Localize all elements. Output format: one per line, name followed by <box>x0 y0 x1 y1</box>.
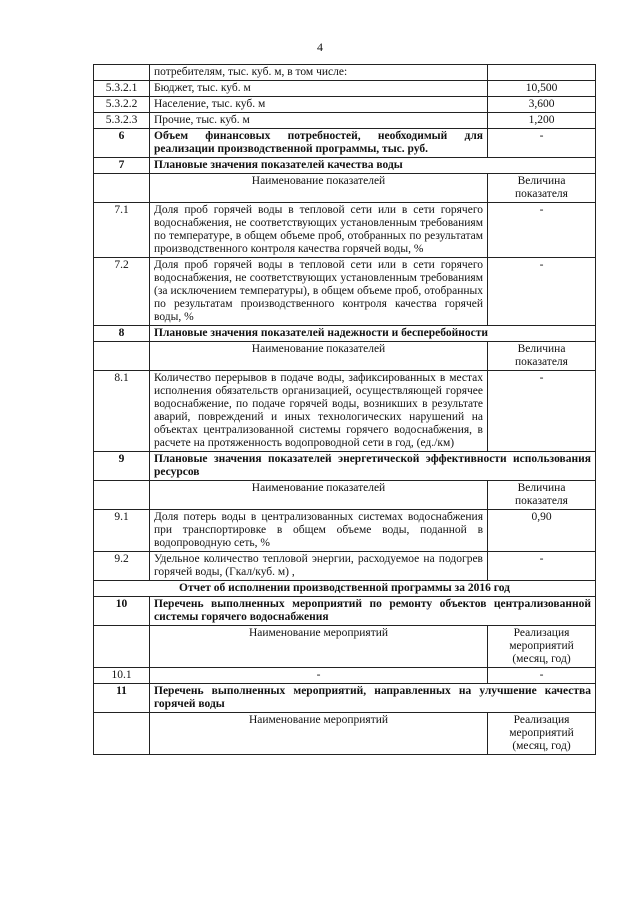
empty-cell <box>94 481 150 510</box>
table-row <box>94 713 596 755</box>
indicator-value: 3,600 <box>488 97 596 113</box>
table-row <box>94 65 596 81</box>
indicator-value: - <box>488 258 596 326</box>
indicator-name: Доля проб горячей воды в тепловой сети или в сети горячего водоснабжения, не соответствующих установленным требованиям (за исключением температуры), в общем объеме проб, отобранных по результатам производственного контроля качества горячей воды, % <box>150 258 488 326</box>
section-number: 9 <box>94 452 150 481</box>
indicator-value <box>488 65 596 81</box>
section-title: Плановые значения показателей качества воды <box>150 158 596 174</box>
page-number: 4 <box>317 40 323 54</box>
indicator-name: Удельное количество тепловой энергии, расходуемое на подогрев горячей воды, (Гкал/куб. м) , <box>150 552 488 581</box>
column-header-value: Реализация мероприятий (месяц, год) <box>488 713 596 755</box>
table-row <box>94 129 596 158</box>
row-number: 7.1 <box>94 203 150 258</box>
indicator-name: - <box>150 668 488 684</box>
row-number: 9.1 <box>94 510 150 552</box>
section-number: 11 <box>94 684 150 713</box>
section-number: 7 <box>94 158 150 174</box>
column-header-value: Реализация мероприятий (месяц, год) <box>488 626 596 668</box>
column-header-name: Наименование мероприятий <box>150 713 488 755</box>
table-row <box>94 552 596 581</box>
row-number: 5.3.2.1 <box>94 81 150 97</box>
table-row <box>94 81 596 97</box>
row-number: 5.3.2.3 <box>94 113 150 129</box>
indicator-name: Количество перерывов в подаче воды, зафиксированных в местах исполнения обязательств организацией, осуществляющей горячее водоснабжение, по подаче горячей воды, возникших в результате аварий, повреждений и иных технологических нарушений на объектах централизованной системы горячего водоснабжения, в расчете на протяженность водопроводной сети в год, (ед./км) <box>150 371 488 452</box>
section-title: Перечень выполненных мероприятий, направленных на улучшение качества горячей воды <box>150 684 596 713</box>
section-title: Плановые значения показателей энергетической эффективности использования ресурсов <box>150 452 596 481</box>
row-number <box>94 65 150 81</box>
table-row <box>94 581 596 597</box>
table-row <box>94 668 596 684</box>
indicator-value: - <box>488 668 596 684</box>
section-number: 8 <box>94 326 150 342</box>
indicator-name: Объем финансовых потребностей, необходимый для реализации производственной программы, тыс. руб. <box>150 129 488 158</box>
report-banner: Отчет об исполнении производственной программы за 2016 год <box>94 581 596 597</box>
indicator-value: - <box>488 371 596 452</box>
empty-cell <box>94 174 150 203</box>
program-table <box>93 64 596 755</box>
section-title: Плановые значения показателей надежности и бесперебойности <box>150 326 596 342</box>
table-row <box>94 113 596 129</box>
section-title: Перечень выполненных мероприятий по ремонту объектов централизованной системы горячего водоснабжения <box>150 597 596 626</box>
table-row <box>94 342 596 371</box>
row-number: 9.2 <box>94 552 150 581</box>
indicator-name: Прочие, тыс. куб. м <box>150 113 488 129</box>
table-row <box>94 203 596 258</box>
table-row <box>94 481 596 510</box>
indicator-value: 10,500 <box>488 81 596 97</box>
table-row <box>94 371 596 452</box>
table-row <box>94 510 596 552</box>
empty-cell <box>94 342 150 371</box>
row-number: 5.3.2.2 <box>94 97 150 113</box>
column-header-name: Наименование показателей <box>150 481 488 510</box>
indicator-name: Бюджет, тыс. куб. м <box>150 81 488 97</box>
section-number: 10 <box>94 597 150 626</box>
indicator-name: Доля потерь воды в централизованных системах водоснабжения при транспортировке в общем объеме воды, поданной в водопроводную сеть, % <box>150 510 488 552</box>
empty-cell <box>94 626 150 668</box>
table-row <box>94 684 596 713</box>
indicator-value: 1,200 <box>488 113 596 129</box>
row-number: 7.2 <box>94 258 150 326</box>
indicator-name: Доля проб горячей воды в тепловой сети или в сети горячего водоснабжения, не соответствующих установленным требованиям по температуре, в общем объеме проб, отобранных по результатам производственного контроля качества горячей воды, % <box>150 203 488 258</box>
indicator-value: - <box>488 552 596 581</box>
row-number: 6 <box>94 129 150 158</box>
table-row <box>94 258 596 326</box>
table-row <box>94 626 596 668</box>
indicator-name: потребителям, тыс. куб. м, в том числе: <box>150 65 488 81</box>
column-header-value: Величина показателя <box>488 342 596 371</box>
column-header-value: Величина показателя <box>488 174 596 203</box>
row-number: 10.1 <box>94 668 150 684</box>
column-header-name: Наименование показателей <box>150 342 488 371</box>
column-header-name: Наименование показателей <box>150 174 488 203</box>
indicator-value: - <box>488 129 596 158</box>
table-row <box>94 174 596 203</box>
column-header-value: Величина показателя <box>488 481 596 510</box>
table-row <box>94 97 596 113</box>
table-row <box>94 326 596 342</box>
indicator-value: - <box>488 203 596 258</box>
indicator-value: 0,90 <box>488 510 596 552</box>
row-number: 8.1 <box>94 371 150 452</box>
table-row <box>94 452 596 481</box>
table-row <box>94 158 596 174</box>
indicator-name: Население, тыс. куб. м <box>150 97 488 113</box>
empty-cell <box>94 713 150 755</box>
column-header-name: Наименование мероприятий <box>150 626 488 668</box>
table-row <box>94 597 596 626</box>
